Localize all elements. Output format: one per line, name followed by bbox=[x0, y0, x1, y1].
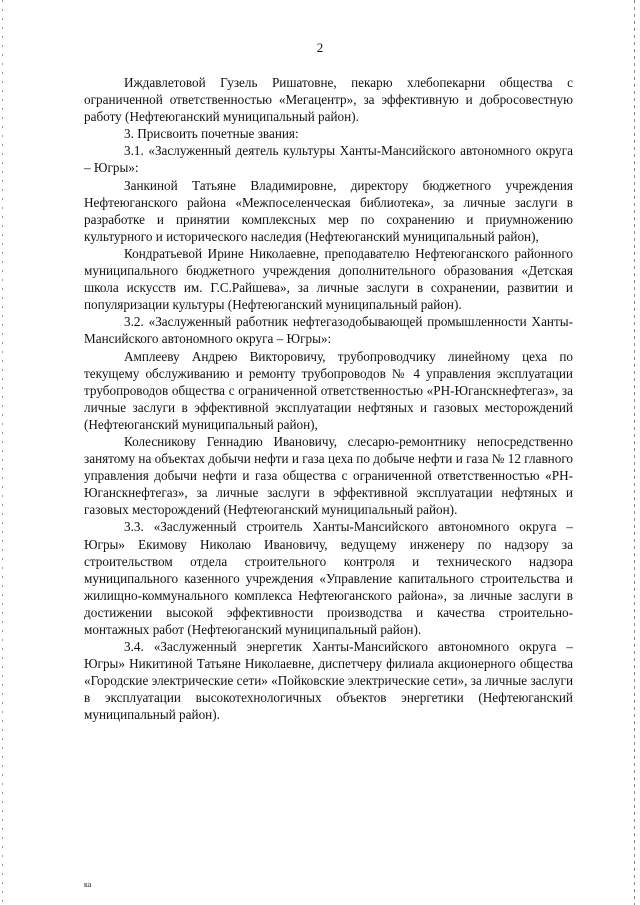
paragraph-section-3-2-title: 3.2. «Заслуженный работник нефтегазодобывающей промышленности Ханты-Мансийского автономного округа – Югры»: bbox=[84, 314, 573, 347]
paragraph-section-3-heading: 3. Присвоить почетные звания: bbox=[124, 126, 299, 142]
paragraph-award-izhdavletova: Иждавлетовой Гузель Ришатовне, пекарю хлебопекарни общества с ограниченной ответственностью «Мегацентр», за эффективную и добросовестную работу (Нефтеюганский муниципальный район). bbox=[84, 75, 573, 125]
paragraph-section-3-4-nikitina: 3.4. «Заслуженный энергетик Ханты-Мансийского автономного округа – Югры» Никитиной Татьяне Николаевне, диспетчеру филиала акционерного общества «Городские электрические сети» «Пойковские электрические сети», за личные заслуги в эксплуатации высокотехнологичных объектов энергетики (Нефтеюганский муниципальный район). bbox=[84, 639, 573, 723]
paragraph-section-3-1-title: 3.1. «Заслуженный деятель культуры Ханты-Мансийского автономного округа – Югры»: bbox=[84, 143, 573, 176]
paragraph-section-3-3-ekimov: 3.3. «Заслуженный строитель Ханты-Мансийского автономного округа – Югры» Екимову Николаю Ивановичу, ведущему инженеру по надзору за строительством отдела строительного контроля и технического надзора муниципального казенного учреждения «Управление капитального строительства и жилищно-коммунального комплекса Нефтеюганского района», за личные заслуги в достижении высокой эффективности производства и качества строительно-монтажных работ (Нефтеюганский муниципальный район). bbox=[84, 519, 573, 637]
page-number: 2 bbox=[316, 40, 324, 55]
paragraph-award-zankina: Занкиной Татьяне Владимировне, директору бюджетного учреждения Нефтеюганского района «Межпоселенческая библиотека», за личные заслуги в разработке и принятии комплексных мер по сохранению и приумножению культурного и исторического наследия (Нефтеюганский муниципальный район), bbox=[84, 177, 573, 244]
footer-mark: ка bbox=[84, 880, 92, 889]
paragraph-award-kondratyeva: Кондратьевой Ирине Николаевне, преподавателю Нефтеюганского районного муниципального бюджетного учреждения дополнительного образования «Детская школа искусств им. Г.С.Райшева», за личные заслуги в сохранении, развитии и популяризации культуры (Нефтеюганский муниципальный район). bbox=[84, 245, 573, 313]
paragraph-award-ampleev: Амплееву Андрею Викторовичу, трубопроводчику линейному цеха по текущему обслуживанию и ремонту трубопроводов № 4 управления эксплуатации трубопроводов общества с ограниченной ответственностью «РН-Юганскнефтегаз», за личные заслуги в эффективной эксплуатации нефтяных и газовых месторождений (Нефтеюганский муниципальный район), bbox=[84, 348, 573, 432]
scan-left-edge bbox=[2, 0, 3, 905]
paragraph-award-kolesnikov: Колесникову Геннадию Ивановичу, слесарю-ремонтнику непосредственно занятому на объектах добычи нефти и газа цеха по добыче нефти и газа № 12 главного управления добычи нефти и газа общества с ограниченной ответственностью «РН-Юганскнефтегаз», за личные заслуги в эффективной эксплуатации нефтяных и газовых месторождений (Нефтеюганский муниципальный район). bbox=[84, 433, 573, 518]
document-body bbox=[84, 74, 573, 724]
scan-right-edge bbox=[634, 0, 635, 905]
